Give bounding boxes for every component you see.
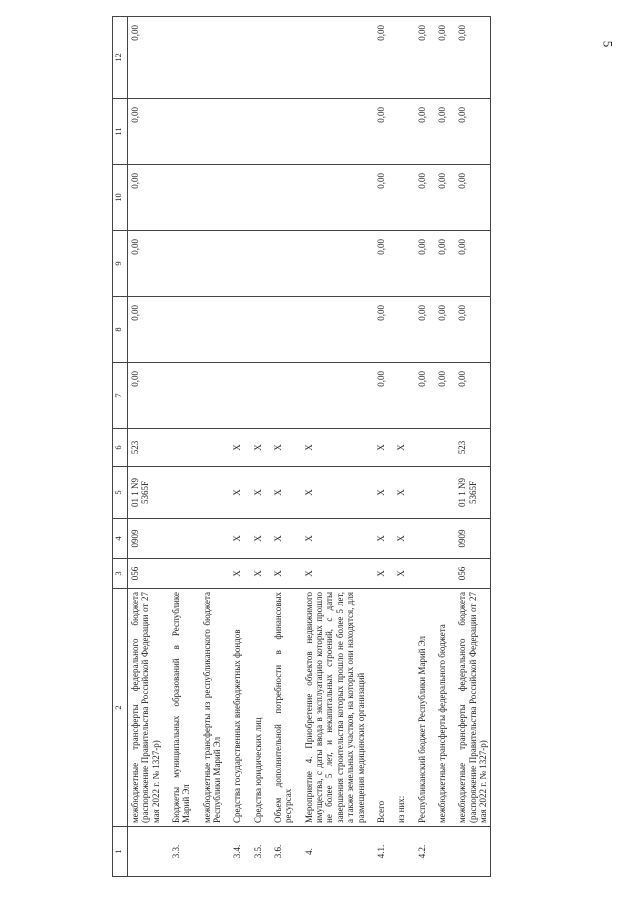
- table-cell-c4: [194, 519, 225, 559]
- table-cell-c7: 0,00: [409, 363, 429, 429]
- table-cell-num: [449, 827, 491, 877]
- table-cell-c11: [224, 99, 244, 165]
- table-cell-c4: X: [368, 519, 388, 559]
- table-cell-c5: 01 1 N9 5365F: [449, 467, 491, 519]
- column-number-header: [113, 17, 128, 877]
- column-header-3: 3: [113, 559, 128, 589]
- table-cell-num: [128, 827, 164, 877]
- table-cell-text: межбюджетные трансферты федерального бюджета (распоряжение Правительства Российской Федерации от 27 мая 2022 г. № 1327-р): [449, 589, 491, 827]
- table-cell-num: [388, 827, 408, 877]
- table-cell-c9: [245, 231, 265, 297]
- column-header-4: 4: [113, 519, 128, 559]
- table-row: [368, 17, 388, 877]
- table-cell-num: 3.5.: [245, 827, 265, 877]
- rotated-table-area: [112, 17, 639, 877]
- table-cell-c6: X: [245, 429, 265, 467]
- table-cell-c12: 0,00: [368, 17, 388, 99]
- table-cell-c6: X: [265, 429, 296, 467]
- table-cell-c8: [265, 297, 296, 363]
- table-cell-c11: [194, 99, 225, 165]
- table-cell-c12: [296, 17, 368, 99]
- table-cell-c5: X: [265, 467, 296, 519]
- table-cell-c10: 0,00: [128, 165, 164, 231]
- table-cell-c4: X: [245, 519, 265, 559]
- table-cell-num: 4.2.: [409, 827, 429, 877]
- table-cell-c10: 0,00: [429, 165, 449, 231]
- table-cell-c10: 0,00: [409, 165, 429, 231]
- table-cell-c11: 0,00: [409, 99, 429, 165]
- table-cell-num: 3.4.: [224, 827, 244, 877]
- table-cell-c4: X: [224, 519, 244, 559]
- table-cell-c11: 0,00: [128, 99, 164, 165]
- page-number: 5: [600, 40, 616, 48]
- table-cell-c8: 0,00: [368, 297, 388, 363]
- table-cell-c12: [388, 17, 408, 99]
- column-header-9: 9: [113, 231, 128, 297]
- table-cell-c3: 056: [128, 559, 164, 589]
- table-cell-c12: 0,00: [449, 17, 491, 99]
- table-cell-c10: [194, 165, 225, 231]
- column-header-8: 8: [113, 297, 128, 363]
- table-cell-c3: [429, 559, 449, 589]
- table-cell-c5: X: [388, 467, 408, 519]
- table-cell-text: из них:: [388, 589, 408, 827]
- table-cell-c10: [296, 165, 368, 231]
- table-cell-text: Республиканский бюджет Республики Марий Эл: [409, 589, 429, 827]
- table-cell-c3: X: [388, 559, 408, 589]
- table-cell-c8: [194, 297, 225, 363]
- table-row: [194, 17, 225, 877]
- table-cell-c10: [245, 165, 265, 231]
- table-cell-c8: 0,00: [128, 297, 164, 363]
- table-row: [245, 17, 265, 877]
- table-cell-c3: X: [368, 559, 388, 589]
- table-cell-c7: 0,00: [368, 363, 388, 429]
- table-cell-c8: 0,00: [409, 297, 429, 363]
- table-cell-c8: [245, 297, 265, 363]
- table-cell-c5: [194, 467, 225, 519]
- table-cell-text: Средства юридических лиц: [245, 589, 265, 827]
- table-cell-num: 3.6.: [265, 827, 296, 877]
- table-cell-c4: X: [388, 519, 408, 559]
- table-cell-c4: X: [265, 519, 296, 559]
- table-cell-c12: 0,00: [429, 17, 449, 99]
- table-cell-text: Мероприятие 4. Приобретение объектов недвижимого имущества, с даты ввода в эксплуатацию которых прошло не более 5 лет, и некапитальных строений, с даты завершения строительства которых прошло не более 5 лет, а также земельных участков, на которых они находятся, для размещения медицинских организаций: [296, 589, 368, 827]
- table-cell-c7: [194, 363, 225, 429]
- table-row: [163, 17, 194, 877]
- table-cell-c3: X: [245, 559, 265, 589]
- table-cell-c5: 01 1 N9 5365F: [128, 467, 164, 519]
- column-header-2: 2: [113, 589, 128, 827]
- table-cell-c10: [163, 165, 194, 231]
- table-cell-num: 4.: [296, 827, 368, 877]
- table-cell-c7: [265, 363, 296, 429]
- table-cell-c8: [296, 297, 368, 363]
- table-cell-c6: 523: [449, 429, 491, 467]
- table-cell-c11: 0,00: [368, 99, 388, 165]
- table-cell-c12: [194, 17, 225, 99]
- table-cell-num: [429, 827, 449, 877]
- table-cell-c10: [265, 165, 296, 231]
- table-cell-c7: 0,00: [449, 363, 491, 429]
- column-header-7: 7: [113, 363, 128, 429]
- table-cell-c5: [429, 467, 449, 519]
- table-cell-c8: [163, 297, 194, 363]
- column-header-6: 6: [113, 429, 128, 467]
- table-cell-c6: X: [224, 429, 244, 467]
- table-cell-c3: X: [265, 559, 296, 589]
- finance-table: [112, 16, 491, 877]
- table-cell-c12: [224, 17, 244, 99]
- table-cell-text: межбюджетные трансферты федерального бюджета: [429, 589, 449, 827]
- table-cell-c9: 0,00: [409, 231, 429, 297]
- table-cell-c5: X: [296, 467, 368, 519]
- table-cell-c10: [388, 165, 408, 231]
- table-cell-c11: [163, 99, 194, 165]
- table-cell-text: Всего: [368, 589, 388, 827]
- table-row: [296, 17, 368, 877]
- table-row: [409, 17, 429, 877]
- table-cell-c11: 0,00: [449, 99, 491, 165]
- table-cell-c9: [224, 231, 244, 297]
- table-cell-c11: 0,00: [429, 99, 449, 165]
- table-cell-c11: [265, 99, 296, 165]
- column-header-11: 11: [113, 99, 128, 165]
- table-cell-c6: X: [368, 429, 388, 467]
- table-cell-c7: [388, 363, 408, 429]
- table-cell-c6: [163, 429, 194, 467]
- table-cell-text: межбюджетные трансферты из республиканского бюджета Республики Марий Эл: [194, 589, 225, 827]
- column-header-1: 1: [113, 827, 128, 877]
- table-cell-c3: [194, 559, 225, 589]
- table-cell-c12: 0,00: [409, 17, 429, 99]
- table-cell-text: Объем дополнительной потребности в финансовых ресурсах: [265, 589, 296, 827]
- table-cell-c4: [409, 519, 429, 559]
- table-row: [224, 17, 244, 877]
- table-cell-c11: [245, 99, 265, 165]
- table-cell-c4: [163, 519, 194, 559]
- table-cell-c8: 0,00: [429, 297, 449, 363]
- table-cell-c6: [194, 429, 225, 467]
- table-cell-c6: [429, 429, 449, 467]
- table-cell-c12: [245, 17, 265, 99]
- table-cell-c7: [163, 363, 194, 429]
- table-cell-c9: [388, 231, 408, 297]
- table-cell-c9: [194, 231, 225, 297]
- table-cell-c6: X: [296, 429, 368, 467]
- table-cell-c4: 0909: [128, 519, 164, 559]
- table-cell-num: 3.3.: [163, 827, 194, 877]
- table-cell-c10: [224, 165, 244, 231]
- table-cell-c8: 0,00: [449, 297, 491, 363]
- table-cell-c10: 0,00: [368, 165, 388, 231]
- table-cell-c12: [163, 17, 194, 99]
- table-cell-c4: X: [296, 519, 368, 559]
- table-cell-c11: [296, 99, 368, 165]
- table-cell-c7: [245, 363, 265, 429]
- table-cell-c9: 0,00: [368, 231, 388, 297]
- table-cell-c4: 0909: [449, 519, 491, 559]
- table-cell-c3: 056: [449, 559, 491, 589]
- table-cell-c7: 0,00: [429, 363, 449, 429]
- column-header-5: 5: [113, 467, 128, 519]
- table-cell-c9: [163, 231, 194, 297]
- table-cell-c3: [163, 559, 194, 589]
- table-cell-c9: 0,00: [429, 231, 449, 297]
- table-body: [128, 17, 491, 877]
- table-cell-c3: X: [224, 559, 244, 589]
- table-cell-c9: [296, 231, 368, 297]
- table-cell-c3: [409, 559, 429, 589]
- table-cell-c8: [224, 297, 244, 363]
- table-row: [388, 17, 408, 877]
- table-cell-c12: [265, 17, 296, 99]
- column-header-12: 12: [113, 17, 128, 99]
- table-cell-c5: X: [368, 467, 388, 519]
- table-row: [429, 17, 449, 877]
- table-cell-c3: X: [296, 559, 368, 589]
- table-row: [128, 17, 164, 877]
- table-cell-text: Средства государственных внебюджетных фондов: [224, 589, 244, 827]
- table-cell-c5: X: [245, 467, 265, 519]
- table-cell-c4: [429, 519, 449, 559]
- table-cell-text: Бюджеты муниципальных образований в Республике Марий Эл: [163, 589, 194, 827]
- table-cell-c6: 523: [128, 429, 164, 467]
- table-cell-num: [194, 827, 225, 877]
- table-cell-c7: [224, 363, 244, 429]
- table-cell-c9: 0,00: [128, 231, 164, 297]
- table-cell-c5: [163, 467, 194, 519]
- table-cell-c9: 0,00: [449, 231, 491, 297]
- table-cell-c10: 0,00: [449, 165, 491, 231]
- table-row: [265, 17, 296, 877]
- table-row: [449, 17, 491, 877]
- table-cell-c9: [265, 231, 296, 297]
- table-cell-c11: [388, 99, 408, 165]
- table-cell-text: межбюджетные трансферты федерального бюджета (распоряжение Правительства Российской Федерации от 27 мая 2022 г. № 1327-р): [128, 589, 164, 827]
- table-cell-c8: [388, 297, 408, 363]
- table-cell-c5: [409, 467, 429, 519]
- table-cell-num: 4.1.: [368, 827, 388, 877]
- column-header-10: 10: [113, 165, 128, 231]
- table-cell-c6: X: [388, 429, 408, 467]
- table-cell-c5: X: [224, 467, 244, 519]
- table-cell-c6: [409, 429, 429, 467]
- table-cell-c7: 0,00: [128, 363, 164, 429]
- table-cell-c12: 0,00: [128, 17, 164, 99]
- table-cell-c7: [296, 363, 368, 429]
